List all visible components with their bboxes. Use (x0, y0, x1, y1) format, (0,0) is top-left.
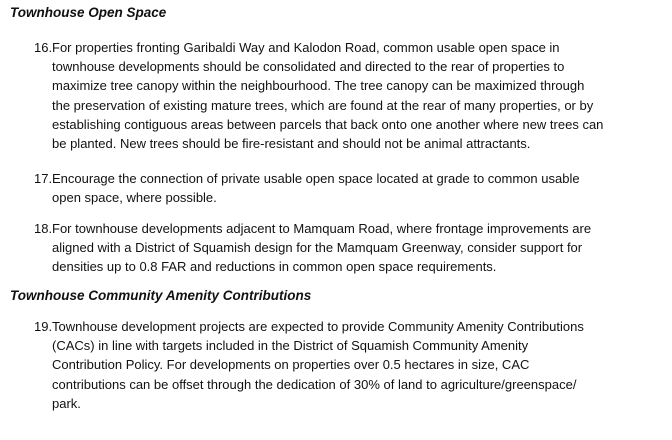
item-text-line: Encourage the connection of private usable open space located at grade to common usable (52, 171, 580, 186)
item-text-line: For townhouse developments adjacent to Mamquam Road, where frontage improvements are (52, 221, 592, 236)
item-text-line: be planted. New trees should be fire-resistant and should not be animal attractants. (52, 136, 531, 151)
item-number: 17. (34, 171, 53, 186)
item-text-line: establishing contiguous areas between parcels that back onto one another where new trees can (52, 116, 604, 132)
item-text-line: townhouse developments should be consolidated and directed to the rear of properties to (52, 59, 565, 75)
item-number: 19. (34, 319, 53, 334)
section-heading-amenity-contributions: Townhouse Community Amenity Contributions (10, 288, 312, 303)
item-text-line: For properties fronting Garibaldi Way and Kalodon Road, common usable open space in (52, 40, 560, 55)
item-text-line: Townhouse development projects are expected to provide Community Amenity Contributions (52, 319, 584, 334)
item-text-line: maximize tree canopy within the neighbourhood. The tree canopy can be maximized through (52, 78, 585, 94)
section-heading-open-space: Townhouse Open Space (10, 5, 167, 20)
item-text-line: (CACs) in line with targets included in the District of Squamish Community Amenity (52, 338, 529, 354)
item-text-line: aligned with a District of Squamish design for the Mamquam Greenway, consider support for (52, 240, 583, 256)
item-text-line: the preservation of existing mature trees, which are found at the rear of many properties, or by (52, 97, 594, 113)
item-text-line: open space, where possible. (52, 190, 217, 206)
item-text-line: park. (52, 395, 81, 411)
item-text-line: Contribution Policy. For developments on properties over 0.5 hectares in size, CAC (52, 357, 530, 373)
item-text-line: densities up to 0.8 FAR and reductions in common open space requirements. (52, 259, 497, 275)
item-number: 16. (34, 40, 53, 55)
item-text-line: contributions can be offset through the dedication of 30% of land to agriculture/greenspace/ (52, 376, 577, 392)
item-number: 18. (34, 221, 53, 236)
